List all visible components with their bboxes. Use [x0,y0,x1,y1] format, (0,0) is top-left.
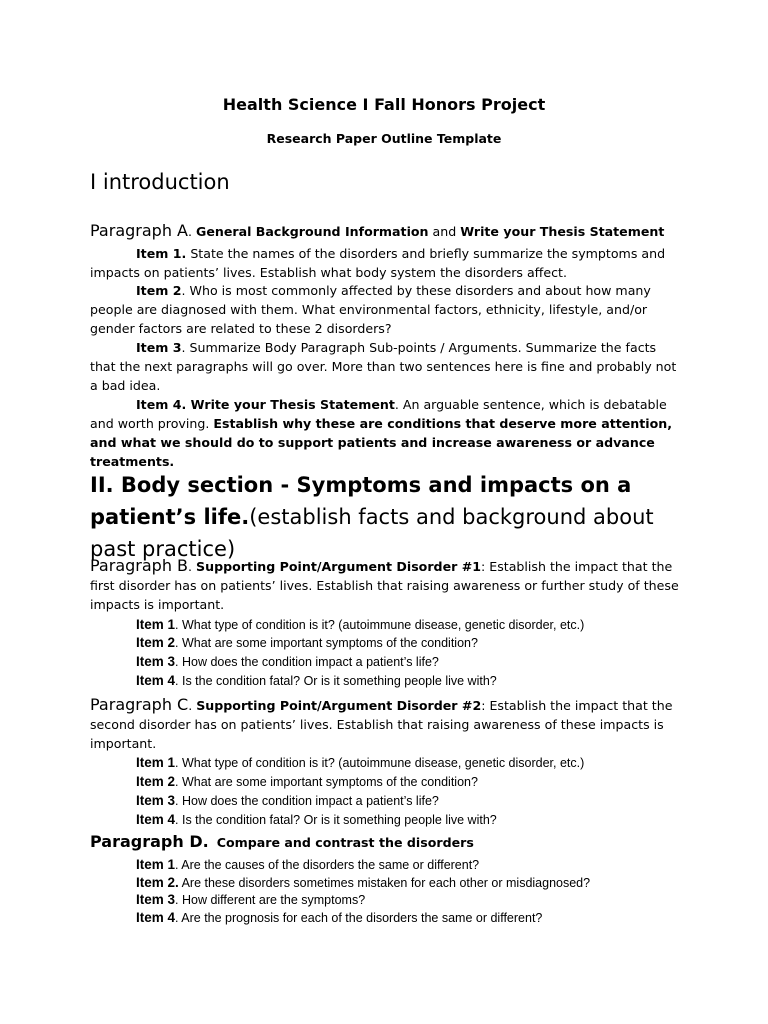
intro-item-4-text: . An arguable sentence, which is debatable and worth proving. [90,397,667,431]
item-text: . What are some important symptoms of the condition? [175,775,478,789]
paragraph-d-item-3 [136,890,365,910]
paragraph-b [90,556,680,614]
intro-item-1 [90,244,680,282]
paragraph-b-item-3 [136,652,439,672]
item-text: . Are the causes of the disorders the same or different? [175,858,480,872]
paragraph-d-label: Paragraph D. [90,832,209,851]
item-text: Are these disorders sometimes mistaken for each other or misdiagnosed? [178,876,591,890]
intro-item-3 [90,338,680,395]
paragraph-c [90,695,680,753]
item-text: . Are the prognosis for each of the disorders the same or different? [175,911,543,925]
intro-item-1-label: Item 1. [136,246,187,261]
intro-item-3-label: Item 3 [136,340,182,355]
paragraph-d-topic: Compare and contrast the disorders [216,835,474,850]
paragraph-b-text: : Establish the impact that the first disorder has on patients’ lives. Establish that raising awareness or further study of these impacts is important. [90,559,679,612]
item-text: . Is the condition fatal? Or is it something people live with? [175,813,497,827]
intro-item-1-text: State the names of the disorders and briefly summarize the symptoms and impacts on patients’ lives. Establish what body system the disorders affect. [90,246,666,280]
item-label: Item 3 [136,654,176,669]
intro-item-2 [90,281,680,338]
paragraph-c-text: : Establish the impact that the second disorder has on patients’ lives. Establish that raising awareness of these impacts is important. [90,698,673,751]
paragraph-c-item-1 [136,753,584,773]
item-label: Item 4 [136,812,176,827]
paragraph-c-item-4 [136,810,497,830]
document-title: Health Science I Fall Honors Project [222,95,546,114]
paragraph-c-topic: Supporting Point/Argument Disorder #2 [196,698,482,713]
paragraph-c-sep: . [188,698,197,713]
document-subtitle: Research Paper Outline Template [266,131,502,146]
paragraph-b-label: Paragraph B [90,556,189,575]
item-label: Item 1 [136,755,176,770]
body-heading-bold: II. Body section - Symptoms and impacts on a patient’s life. [90,473,632,529]
item-label: Item 2 [136,635,176,650]
paragraph-d-item-1 [136,855,479,875]
paragraph-c-item-3 [136,791,439,811]
paragraph-b-item-1 [136,615,584,635]
paragraph-a-heading [90,221,680,241]
paragraph-d [90,832,680,852]
paragraph-d-item-4 [136,908,542,928]
item-label: Item 2 [136,774,176,789]
intro-heading: I introduction [90,170,230,194]
item-text: . What type of condition is it? (autoimmune disease, genetic disorder, etc.) [175,618,585,632]
item-label: Item 3 [136,793,176,808]
paragraph-b-sep: . [188,559,197,574]
item-text: . What type of condition is it? (autoimmune disease, genetic disorder, etc.) [175,756,585,770]
intro-item-2-label: Item 2 [136,283,182,298]
item-text: . How different are the symptoms? [175,893,366,907]
item-text: . Is the condition fatal? Or is it something people live with? [175,674,497,688]
item-label: Item 4 [136,673,176,688]
intro-item-4-label: Item 4. Write your Thesis Statement [136,397,395,412]
intro-item-2-text: . Who is most commonly affected by these disorders and about how many people are diagnosed with them. What environmental factors, ethnicity, lifestyle, and/or gender factors are related to these 2 disorders? [90,283,651,336]
item-text: . What are some important symptoms of the condition? [175,636,478,650]
paragraph-a-topic1: General Background Information [196,224,429,239]
item-label: Item 2. [136,875,179,890]
item-label: Item 1 [136,617,176,632]
item-text: . How does the condition impact a patient’s life? [175,655,439,669]
item-label: Item 1 [136,857,176,872]
paragraph-a-sep: . [187,224,196,239]
paragraph-c-item-2 [136,772,478,792]
paragraph-b-item-4 [136,671,497,691]
paragraph-b-item-2 [136,633,478,653]
item-label: Item 3 [136,892,176,907]
intro-item-4 [90,395,680,471]
item-label: Item 4 [136,910,176,925]
body-heading-normal: (establish facts and background about past practice) [90,505,654,561]
paragraph-a-label: Paragraph A [90,221,188,240]
item-text: . How does the condition impact a patient’s life? [175,794,439,808]
paragraph-b-topic: Supporting Point/Argument Disorder #1 [196,559,482,574]
paragraph-a-topic2: Write your Thesis Statement [460,224,665,239]
paragraph-a-and: and [428,224,461,239]
paragraph-c-label: Paragraph C [90,695,189,714]
intro-item-3-text: . Summarize Body Paragraph Sub-points / Arguments. Summarize the facts that the next paragraphs will go over. More than two sentences here is fine and probably not a bad idea. [90,340,677,393]
body-section-heading [90,469,690,565]
intro-item-4-bold-tail: Establish why these are conditions that deserve more attention, and what we should do to support patients and increase awareness or advance treatments. [90,416,673,469]
